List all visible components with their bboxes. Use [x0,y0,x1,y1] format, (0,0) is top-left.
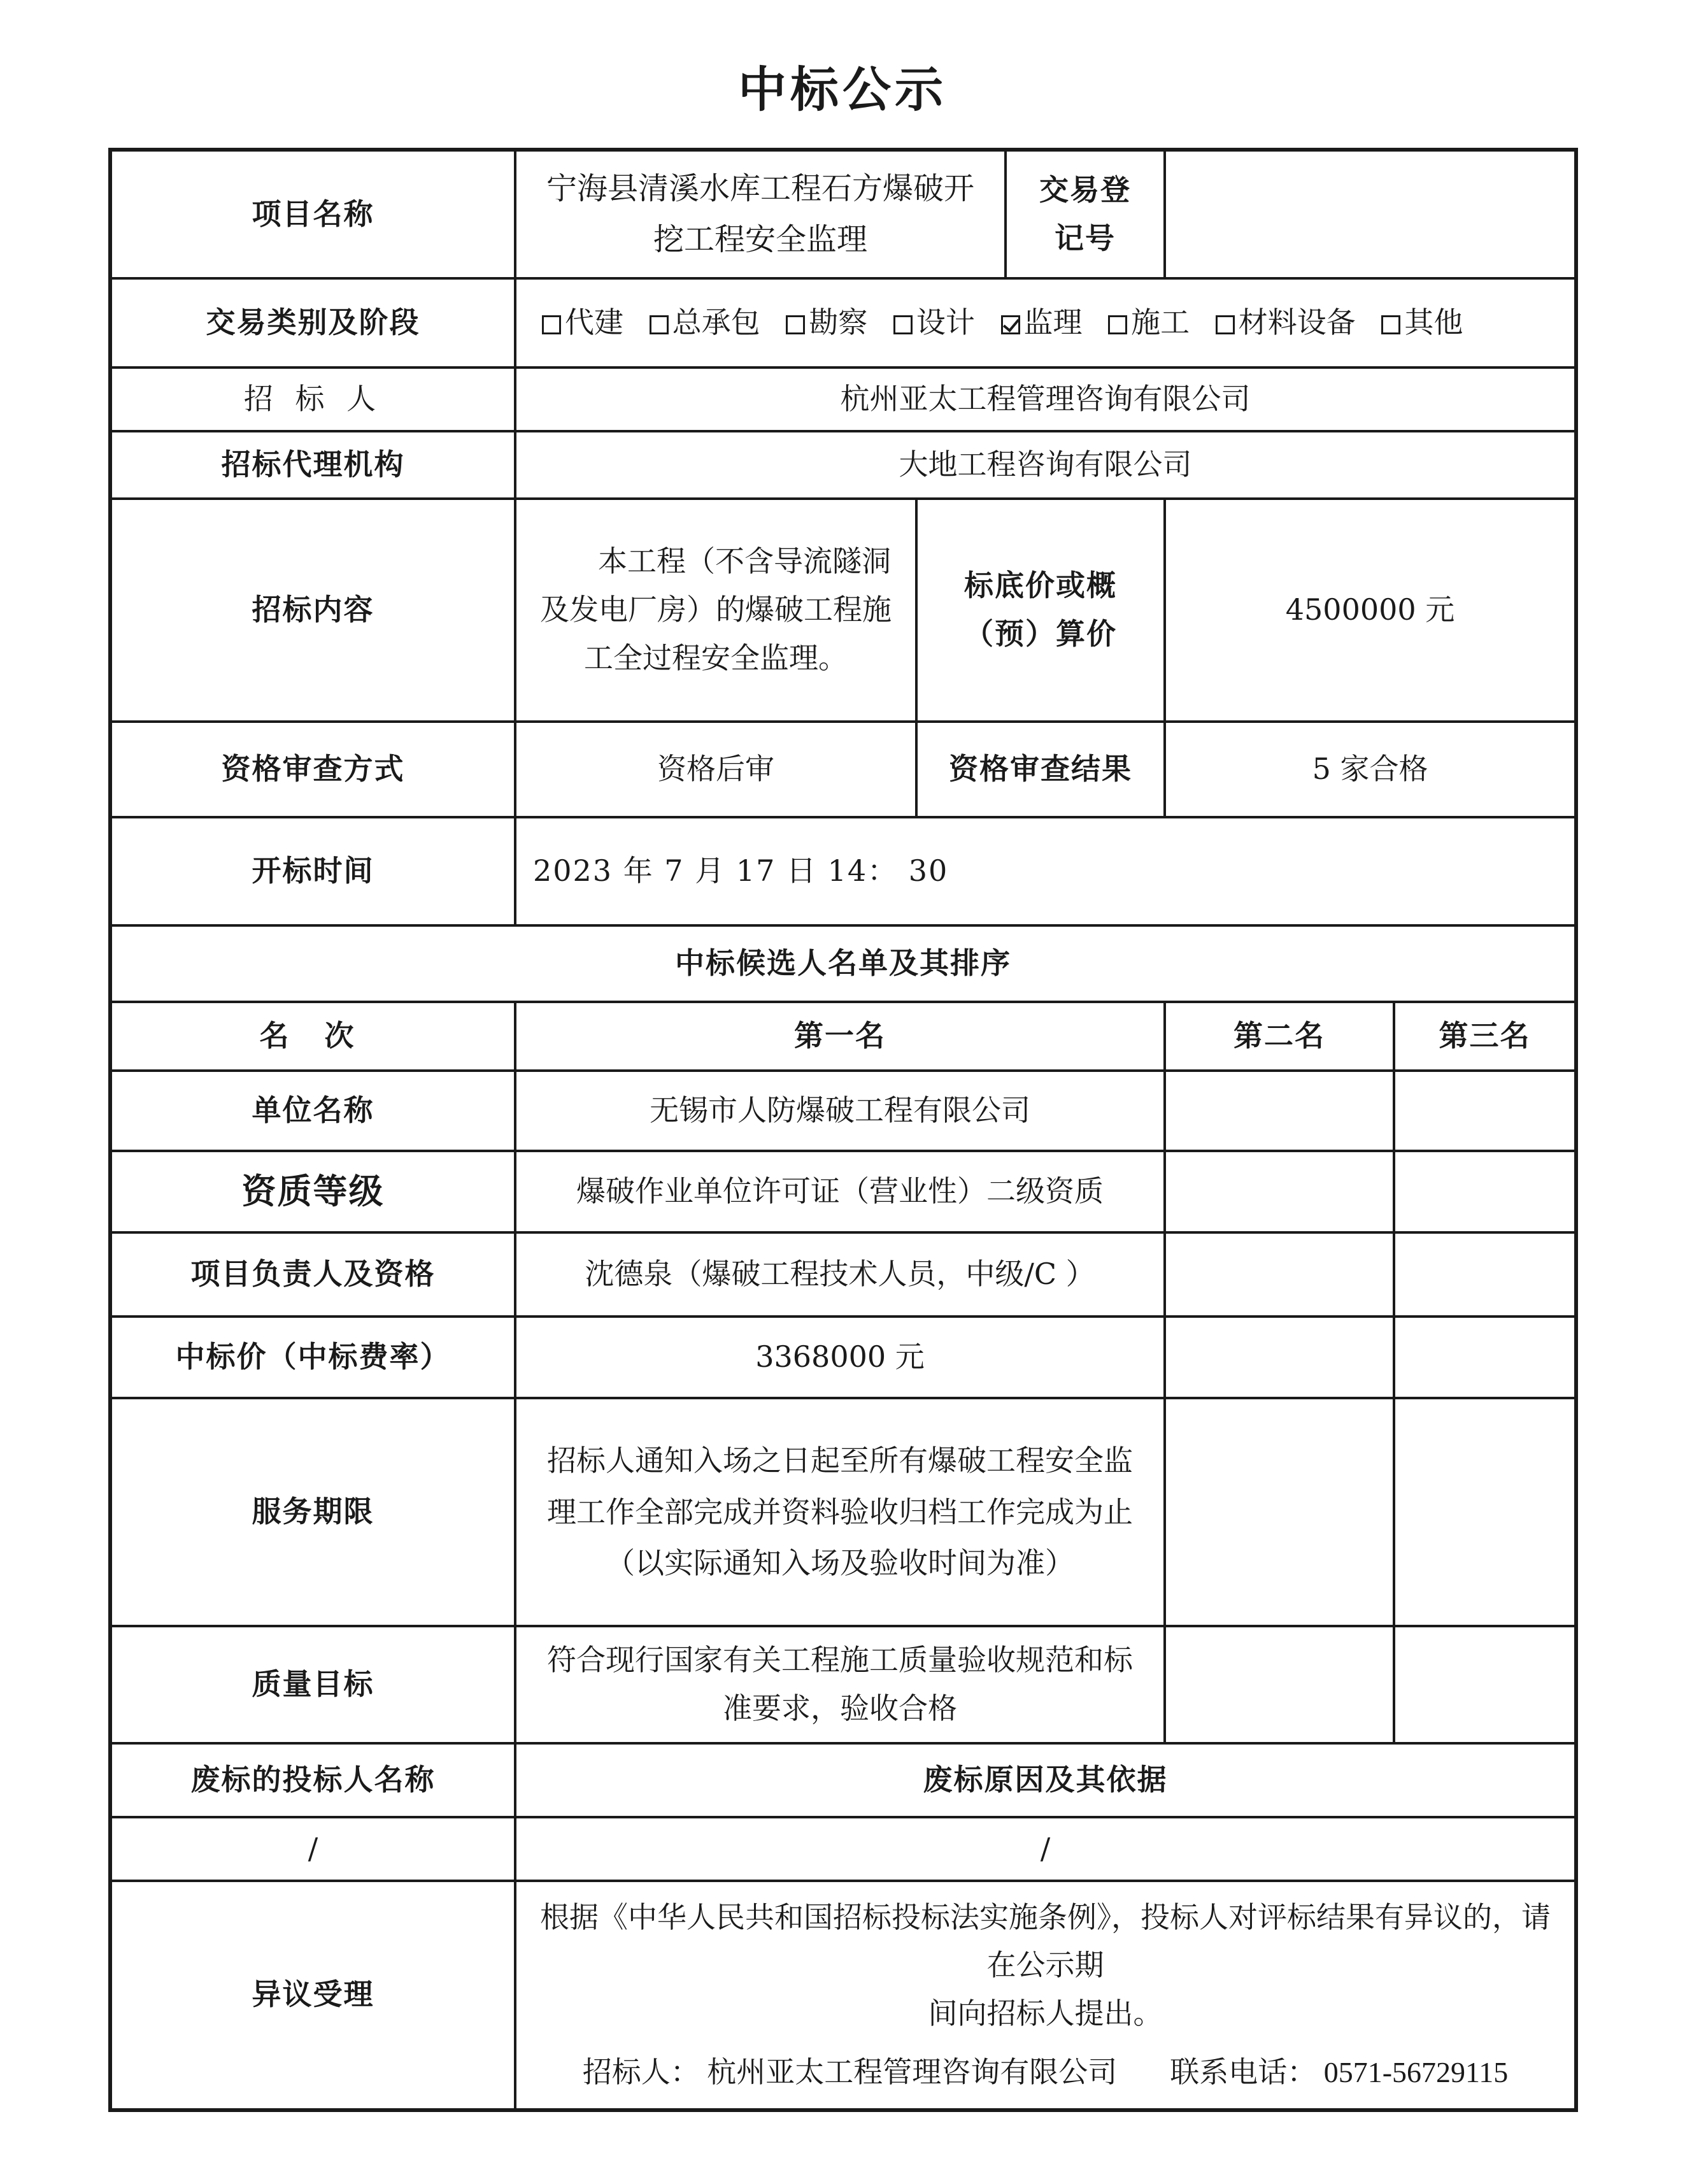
disqualified-name-label: 废标的投标人名称 [110,1743,515,1817]
qualification-method-label: 资格审查方式 [110,722,515,817]
candidates-section-title: 中标候选人名单及其排序 [110,925,1576,1002]
checkbox-icon [1381,315,1400,334]
agency-label: 招标代理机构 [110,431,515,499]
service-period-second [1165,1398,1394,1626]
service-period-third [1394,1398,1576,1626]
opening-time-value: 2023 年 7 月 17 日 14： 30 [515,817,1576,925]
objection-label: 异议受理 [110,1881,515,2110]
grade-second [1165,1151,1394,1232]
disqualified-reason-value: / [515,1817,1576,1881]
option-cailiaoshebei[interactable]: 材料设备 [1216,305,1356,339]
checkbox-icon [786,315,805,334]
bid-price-label: 中标价（中标费率） [110,1317,515,1398]
checkbox-icon [650,315,669,334]
option-kancha[interactable]: 勘察 [786,305,867,339]
price-value: 4500000 元 [1165,499,1576,722]
tenderer-label: 招 标 人 [110,368,515,431]
bid-price-first: 3368000 元 [515,1317,1165,1398]
grade-label: 资质等级 [110,1151,515,1232]
project-name-value: 宁海县清溪水库工程石方爆破开挖工程安全监理 [515,150,1006,278]
objection-text [515,1881,1576,2110]
first-rank-header: 第一名 [515,1002,1165,1071]
content-label: 招标内容 [110,499,515,722]
unit-name-third [1394,1071,1576,1151]
manager-label: 项目负责人及资格 [110,1232,515,1317]
service-period-first: 招标人通知入场之日起至所有爆破工程安全监理工作全部完成并资料验收归档工作完成为止（以实际通知入场及验收时间为准） [515,1398,1165,1626]
category-label: 交易类别及阶段 [110,278,515,368]
second-rank-header: 第二名 [1165,1002,1394,1071]
checkbox-icon [1108,315,1127,334]
grade-first: 爆破作业单位许可证（营业性）二级资质 [515,1151,1165,1232]
objection-line-1: 根据《中华人民共和国招标投标法实施条例》，投标人对评标结果有异议的，请在公示期 [540,1901,1551,1982]
quality-first: 符合现行国家有关工程施工质量验收规范和标准要求，验收合格 [515,1626,1165,1743]
rank-label: 名 次 [110,1002,515,1071]
checkbox-icon [893,315,913,334]
objection-line-2: 间向招标人提出。 [928,1997,1163,2031]
disqualified-reason-label: 废标原因及其依据 [515,1743,1576,1817]
manager-third [1394,1232,1576,1317]
checkbox-icon [542,315,561,334]
checked-checkbox-icon [1001,315,1020,334]
quality-third [1394,1626,1576,1743]
option-shigong[interactable]: 施工 [1108,305,1190,339]
registration-value [1165,150,1576,278]
content-value: 本工程（不含导流隧洞及发电厂房）的爆破工程施工全过程安全监理。 [515,499,916,722]
checkbox-icon [1216,315,1235,334]
manager-first: 沈德泉（爆破工程技术人员，中级/C ） [515,1232,1165,1317]
phone-prefix: 联系电话： [1170,2056,1317,2089]
option-sheji[interactable]: 设计 [893,305,975,339]
service-period-label: 服务期限 [110,1398,515,1626]
option-qita[interactable]: 其他 [1381,305,1463,339]
contact-prefix: 招标人： [582,2056,700,2089]
opening-time-label: 开标时间 [110,817,515,925]
grade-third [1394,1151,1576,1232]
qualification-result-label: 资格审查结果 [916,722,1165,817]
tenderer-value: 杭州亚太工程管理咨询有限公司 [515,368,1576,431]
quality-second [1165,1626,1394,1743]
agency-value: 大地工程咨询有限公司 [515,431,1576,499]
page-title: 中标公示 [738,61,947,118]
option-zongchengbao[interactable]: 总承包 [650,305,760,339]
option-daijian[interactable]: 代建 [542,305,623,339]
third-rank-header: 第三名 [1394,1002,1576,1071]
objection-contact [532,2048,1559,2097]
notice-table [108,148,1578,2112]
project-name-label: 项目名称 [110,150,515,278]
bid-price-second [1165,1317,1394,1398]
unit-name-second [1165,1071,1394,1151]
unit-name-first: 无锡市人防爆破工程有限公司 [515,1071,1165,1151]
qualification-result-value: 5 家合格 [1165,722,1576,817]
option-jianli[interactable]: 监理 [1001,305,1083,339]
disqualified-name-value: / [110,1817,515,1881]
registration-label: 交易登记号 [1006,150,1165,278]
contact-company: 杭州亚太工程管理咨询有限公司 [707,2056,1118,2089]
category-options [515,278,1576,368]
qualification-method-value: 资格后审 [515,722,916,817]
unit-name-label: 单位名称 [110,1071,515,1151]
quality-label: 质量目标 [110,1626,515,1743]
manager-second [1165,1232,1394,1317]
bid-price-third [1394,1317,1576,1398]
price-label: 标底价或概（预）算价 [916,499,1165,722]
phone-number: 0571-56729115 [1323,2056,1509,2089]
